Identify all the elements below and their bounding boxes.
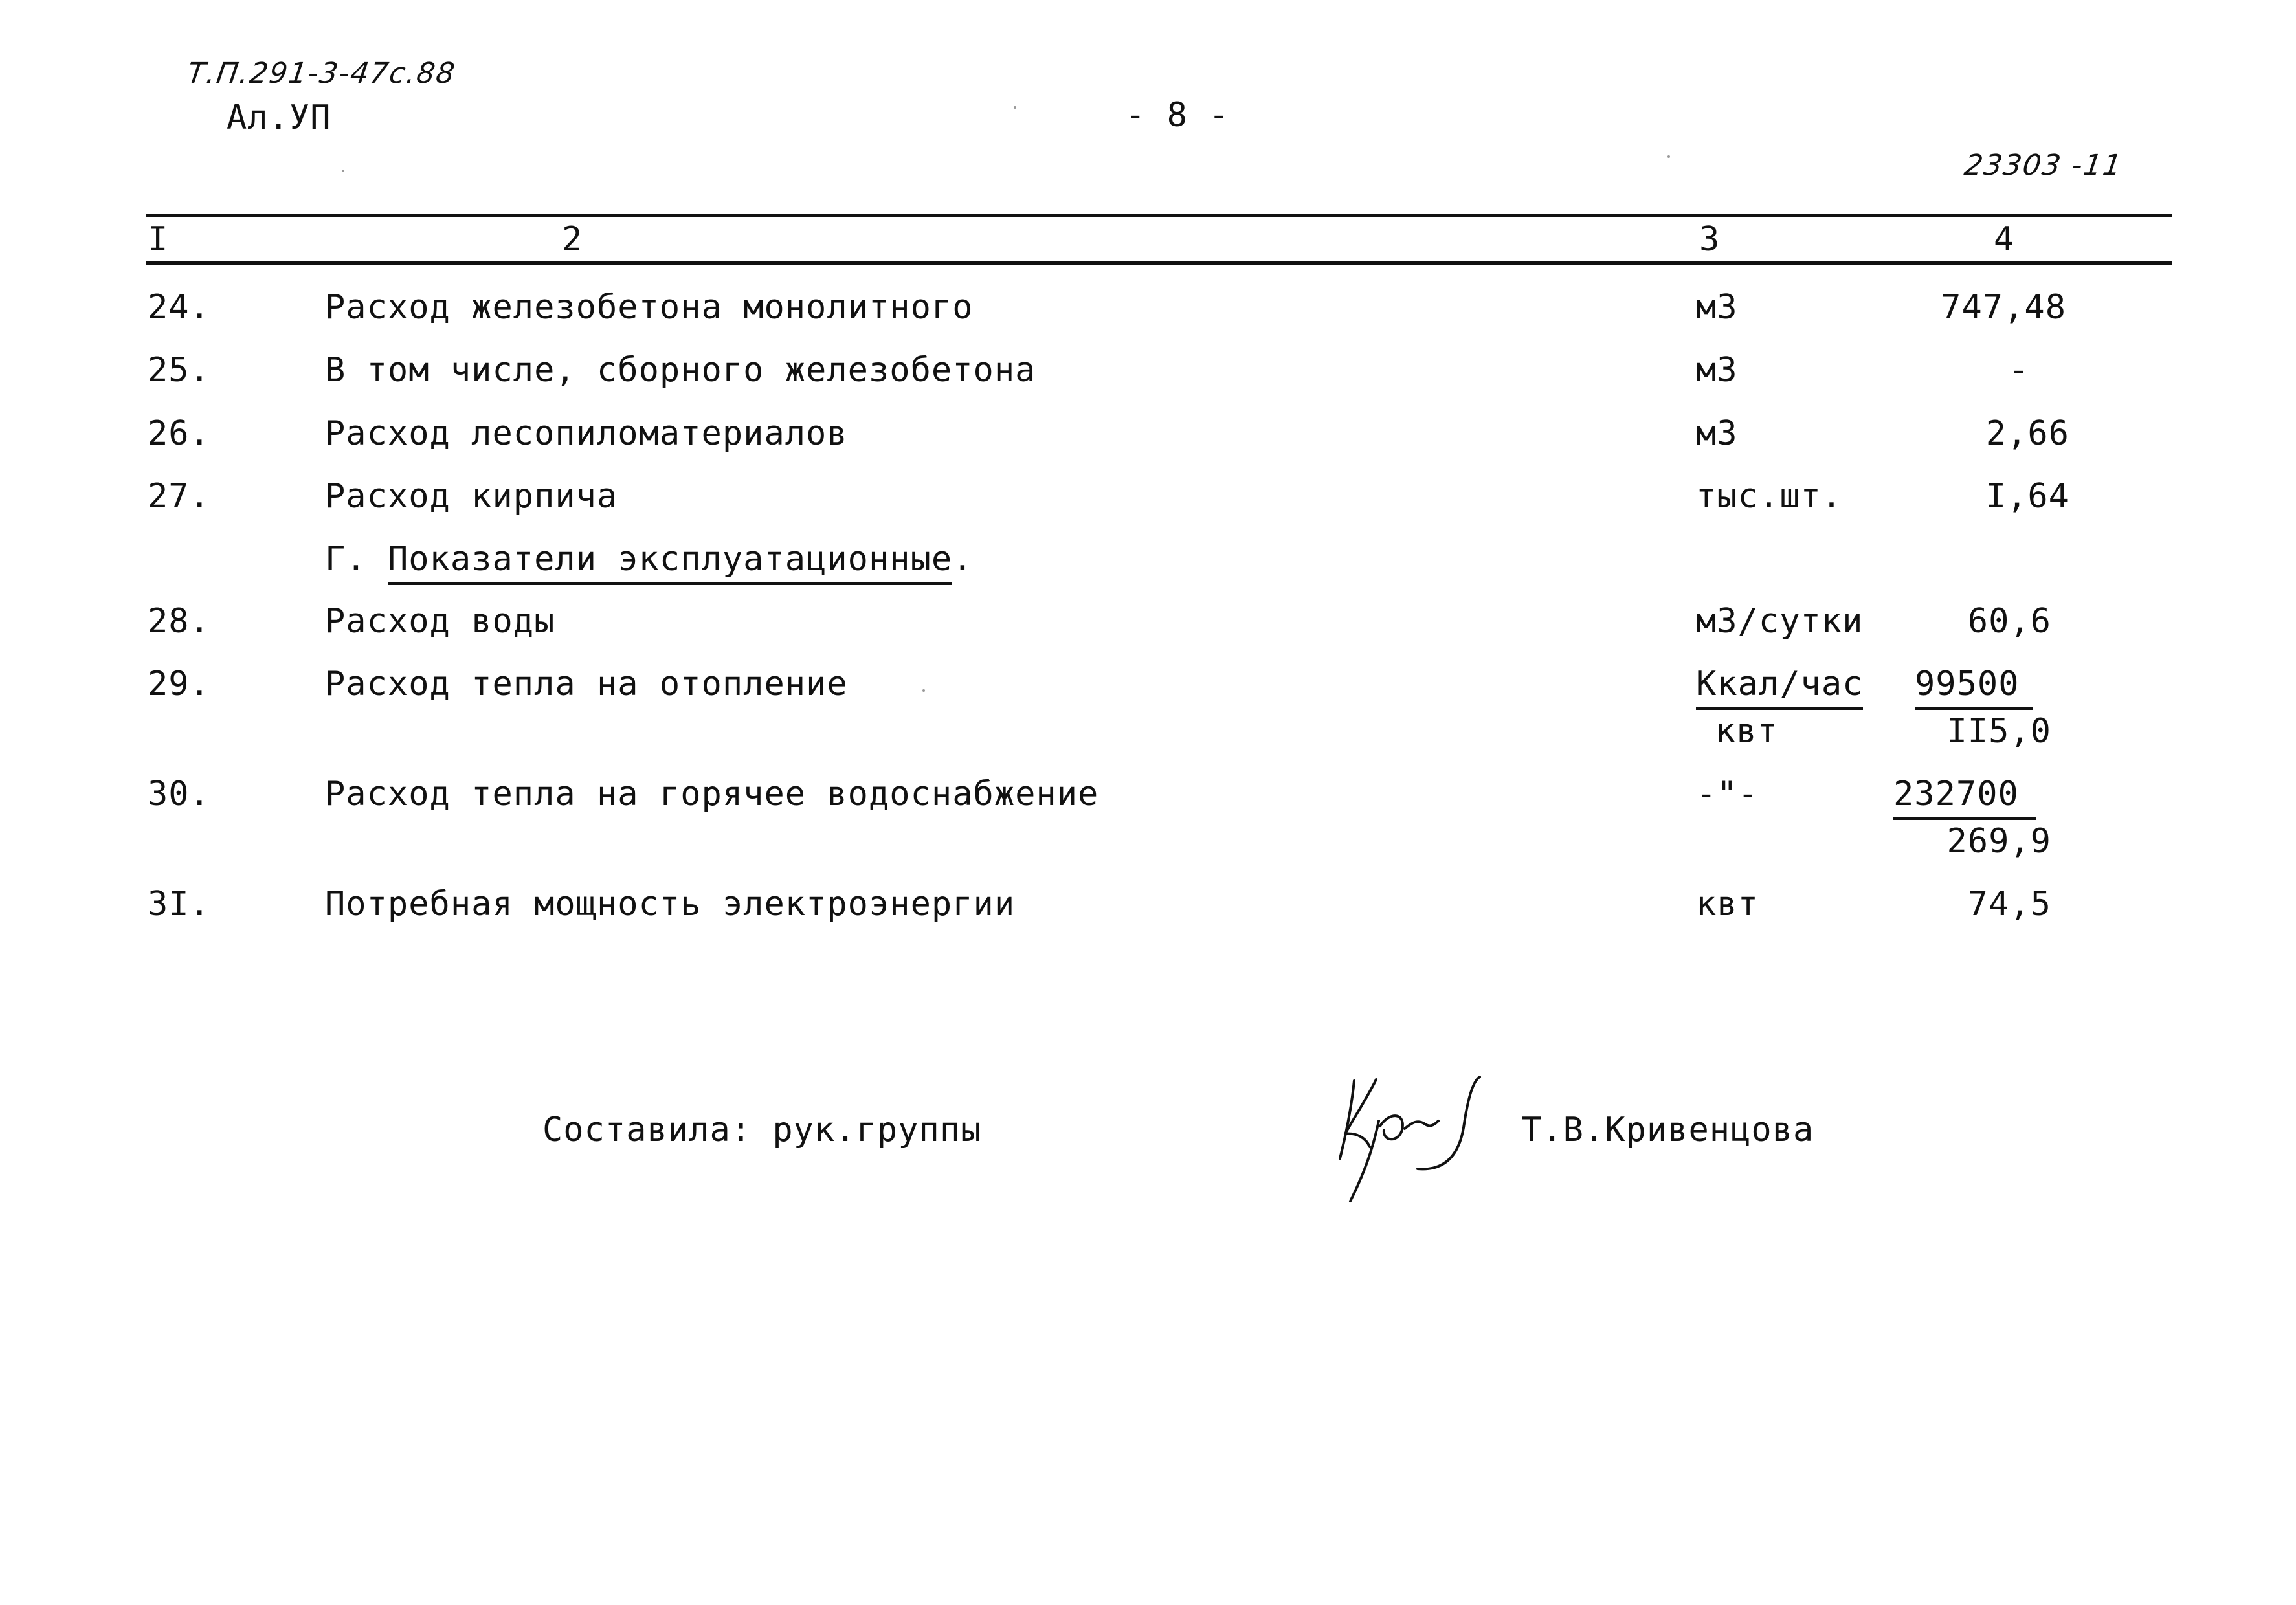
row-number: 25. [148,351,210,390]
row-description: Расход тепла на горячее водоснабжение [325,775,1099,814]
row-unit: квт [1696,885,1759,924]
compiled-by-label: Составила: рук.группы [542,1111,982,1149]
archive-number: 23303 -11 [1962,149,2125,182]
row-description: В том числе, сборного железобетона [325,351,1036,390]
column-header-1: I [148,220,169,259]
row-unit: м3 [1696,351,1738,390]
row-value: I,64 [1985,477,2069,516]
table-top-rule [146,214,2172,217]
row-description: Расход тепла на отопление [325,665,848,703]
album-label: Ал.УП [227,98,331,137]
row-number: 27. [148,477,210,516]
column-header-4: 4 [1994,220,2015,259]
row-unit: -"- [1696,775,1759,814]
section-prefix: Г. [325,540,367,579]
row-value-secondary: 269,9 [1946,822,2051,861]
column-header-3: 3 [1699,220,1721,259]
signatory-name: Т.В.Кривенцова [1521,1111,1814,1149]
row-unit: Ккал/час [1696,665,1863,710]
section-suffix: . [952,540,974,579]
document-code: Т.П.291-3-47с.88 [185,57,458,90]
row-number: 28. [148,602,210,641]
row-description: Расход железобетона монолитного [325,288,974,327]
row-value: - [2008,351,2029,390]
scan-speck [922,689,925,692]
row-unit: м3 [1696,414,1738,453]
signature-image [1314,1061,1508,1210]
row-description: Расход воды [325,602,555,641]
row-value: 60,6 [1967,602,2051,641]
row-number: 30. [148,775,210,814]
row-description: Расход кирпича [325,477,618,516]
row-description: Потребная мощность электроэнергии [325,885,1016,924]
scan-speck [1014,106,1016,109]
row-description: Расход лесопиломатериалов [325,414,848,453]
section-heading [325,540,974,579]
row-value: 747,48 [1941,288,2066,327]
row-unit: м3/сутки [1696,602,1864,641]
row-number: 29. [148,665,210,703]
row-number: 24. [148,288,210,327]
row-value: 99500 [1915,665,2033,710]
column-header-2: 2 [562,220,583,259]
row-unit: тыс.шт. [1696,477,1843,516]
row-value: 232700 [1893,775,2036,820]
row-value: 74,5 [1967,885,2051,924]
row-number: 26. [148,414,210,453]
scan-speck [342,170,344,172]
section-title: Показатели эксплуатационные [388,540,952,585]
row-unit: м3 [1696,288,1738,327]
page-number: - 8 - [1125,96,1230,135]
table-header-rule [146,261,2172,265]
row-value: 2,66 [1985,414,2069,453]
scan-speck [1667,155,1670,158]
row-number: 3I. [148,885,210,924]
row-value-secondary: II5,0 [1946,712,2051,751]
row-unit-secondary: квт [1715,712,1778,751]
